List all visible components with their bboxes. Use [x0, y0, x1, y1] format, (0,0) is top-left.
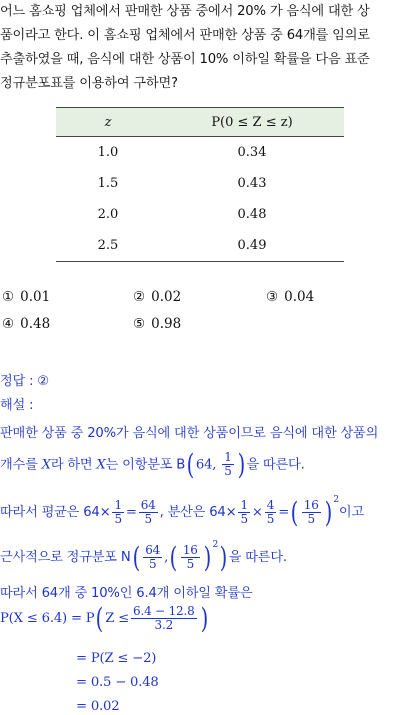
- table-row: [56, 168, 344, 199]
- table-cell-prob: 0.48: [237, 207, 267, 222]
- right-paren: ): [237, 448, 245, 481]
- choice-5[interactable]: ⑤ 0.98: [133, 316, 182, 332]
- answer-line: 정답 : ②: [0, 374, 49, 389]
- equation-line-1: P(X ≤ 6.4) = P( Z ≤ $\frac{6.4 - 12.8}{3.2}$ ): [0, 602, 208, 635]
- table-header-z: z: [56, 108, 160, 137]
- table-cell-prob: 0.34: [237, 145, 267, 160]
- solution-line-5: 따라서 64개 중 10%인 6.4개 이하일 확률은: [0, 586, 253, 601]
- question-text: [0, 0, 398, 96]
- question-line-1: 어느 홈쇼핑 업체에서 판매한 상품 중에서 20% 가 음식에 대한 상: [0, 4, 370, 19]
- question-line-4: 정규분포표를 이용하여 구하면?: [0, 76, 178, 91]
- table-cell-z: 1.0: [97, 145, 119, 160]
- solution-line-1: 판매한 상품 중 20%가 음식에 대한 상품이므로 음식에 대한 상품의: [0, 426, 379, 441]
- table-cell-prob: 0.43: [237, 176, 267, 191]
- choice-3[interactable]: ③ 0.04: [266, 289, 315, 305]
- table-header-prob: P(0 ≤ Z ≤ z): [160, 108, 344, 137]
- fraction-one-fifth: $\frac{1}{5}$: [224, 450, 232, 478]
- table-row: [56, 230, 344, 262]
- table-row: [56, 199, 344, 230]
- solution-line-4: 근사적으로 정규분포 N( $\frac{64}{5}$ ,( $\frac{16}{5}$ ) $^2$) 을 따른다.: [0, 540, 287, 574]
- question-line-2: 품이라고 한다. 이 홈쇼핑 업체에서 판매한 상품 중 64개를 임의로: [0, 28, 370, 43]
- left-paren: (: [186, 448, 195, 481]
- question-line-3: 추출하였을 때, 음식에 대한 상품이 10% 이하일 확률을 다음 표준: [0, 52, 370, 67]
- table-header-row: [56, 108, 344, 137]
- table-cell-z: 1.5: [97, 176, 119, 191]
- table-row: [56, 137, 344, 169]
- solution-line-2: 개수를 X라 하면 X는 이항분포 B( 64, $\frac{1}{5}$ ) 을 따른다.: [0, 448, 305, 481]
- choice-2[interactable]: ② 0.02: [133, 289, 182, 305]
- solution-line-3: 따라서 평균은 64× $\frac{1}{5}$ = $\frac{64}{5}$ , 분산은 64× $\frac{1}{5}$ × $\frac{4}{5}$ =( $\frac{16}{5}$ ) $^2$이고: [0, 495, 364, 529]
- standard-normal-table: [56, 107, 344, 262]
- table-cell-prob: 0.49: [160, 230, 344, 262]
- equation-line-3: = 0.5 − 0.48: [76, 675, 159, 690]
- equation-line-2: = P(Z ≤ −2): [76, 651, 157, 666]
- choice-1[interactable]: ① 0.01: [2, 289, 51, 305]
- choice-4[interactable]: ④ 0.48: [2, 316, 51, 332]
- table-cell-z: 2.5: [56, 230, 160, 262]
- explanation-label: 해설 :: [0, 398, 34, 413]
- table-cell-z: 2.0: [97, 207, 119, 222]
- equation-line-4: = 0.02: [76, 699, 120, 714]
